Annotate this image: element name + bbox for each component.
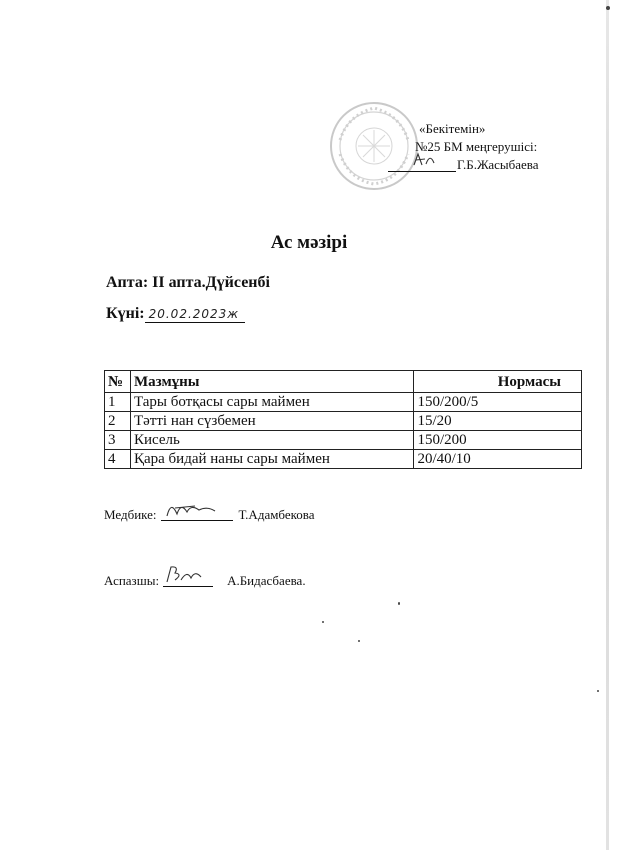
row-norm: 150/200/5 [414,393,582,412]
cook-name: А.Бидасбаева. [227,573,306,588]
row-number: 1 [105,393,131,412]
menu-table [104,370,582,469]
table-header-row [105,371,582,393]
date-handwritten: 20.02.2023ж [145,307,246,323]
header-number: № [105,371,131,393]
cook-signature-line [104,566,306,589]
table-row [105,412,582,431]
page-title: Ас мәзірі [270,232,348,253]
nurse-label: Медбике: [104,507,157,522]
date-label: Күні: [106,305,145,322]
approval-line-name: Г.Б.Жасыбаева [457,157,539,172]
table-row [105,450,582,469]
approval-line-approve: «Бекітемін» [419,121,486,136]
nurse-name: Т.Адамбекова [238,507,315,522]
nurse-signature [161,500,233,521]
approval-signature [388,151,456,167]
row-norm: 20/40/10 [414,450,582,469]
row-norm: 150/200 [414,431,582,450]
scan-speck [597,690,599,692]
scan-speck [398,602,400,605]
cook-signature-scribble [163,562,213,586]
week-line: Апта: II апта.Дүйсенбі [106,274,270,291]
row-number: 3 [105,431,131,450]
cook-label: Аспазшы: [104,573,160,588]
scan-edge [606,0,609,850]
row-dish: Кисель [130,431,414,450]
nurse-signature-scribble [161,496,233,520]
approval-line-head: №25 БМ меңгерушісі: [415,139,538,154]
row-dish: Тары ботқасы сары маймен [130,393,414,412]
cook-signature [163,566,213,587]
approval-signature-line [388,157,456,172]
header-norm: Нормасы [414,371,582,393]
row-number: 2 [105,412,131,431]
scan-speck [322,621,324,623]
row-dish: Қара бидай наны сары маймен [130,450,414,469]
date-line [106,305,245,323]
nurse-signature-line [104,500,315,523]
scan-speck [606,6,610,10]
scan-speck [358,640,360,642]
table-row [105,431,582,450]
table-row [105,393,582,412]
header-content: Мазмұны [130,371,414,393]
row-norm: 15/20 [414,412,582,431]
row-dish: Тәтті нан сүзбемен [130,412,414,431]
round-seal-stamp [328,100,420,192]
row-number: 4 [105,450,131,469]
